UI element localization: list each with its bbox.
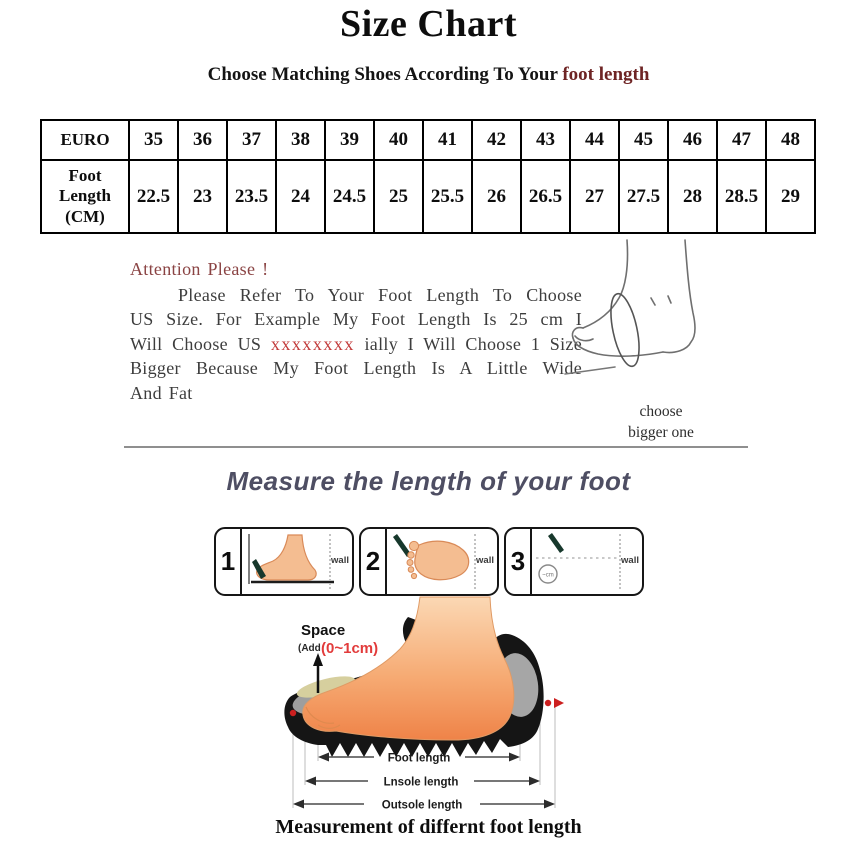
size-cell: 39 — [325, 120, 374, 160]
foot-sketch-toe-line — [575, 336, 593, 341]
step-number: 2 — [361, 529, 387, 594]
subtitle-highlight: foot length — [562, 64, 650, 85]
step-number: 3 — [506, 529, 532, 594]
ankle-dash — [668, 296, 671, 303]
foot-sole-illustration — [415, 541, 469, 580]
size-cell: 40 — [374, 120, 423, 160]
table-row-euro — [41, 120, 815, 160]
toe — [407, 560, 413, 566]
cm-circle-text: ~cm — [542, 572, 554, 579]
outsole-length-label: Outsole length — [381, 799, 463, 812]
length-cell: 22.5 — [129, 160, 178, 233]
measure-step-3 — [504, 527, 644, 596]
attention-line: And Fat — [130, 382, 193, 403]
size-cell: 36 — [178, 120, 227, 160]
foot-sketch-toe — [572, 328, 583, 338]
table-row-foot-length — [41, 160, 815, 233]
space-label-value: (0~1cm) — [321, 640, 379, 657]
sketch-caption-line2: bigger one — [628, 424, 694, 441]
pencil-icon — [548, 533, 564, 553]
heel-marker-arrow — [554, 698, 564, 708]
length-cell: 29 — [766, 160, 815, 233]
size-cell: 45 — [619, 120, 668, 160]
page-title: Size Chart — [339, 3, 518, 45]
attention-line: US Size. For Example My Foot Length Is 25 cm I — [130, 309, 582, 329]
attention-paragraph — [130, 257, 582, 405]
foot-sketch-instep — [583, 240, 628, 328]
subtitle — [0, 64, 857, 86]
subtitle-prefix: Choose Matching Shoes According To Your — [207, 64, 563, 85]
attention-line3-pre: Will Choose US — [130, 333, 271, 354]
length-cell: 26.5 — [521, 160, 570, 233]
foot-sketch-illustration — [563, 238, 753, 403]
length-cell: 23 — [178, 160, 227, 233]
sketch-caption-line1: choose — [639, 403, 683, 420]
leader-line — [565, 367, 615, 374]
wall-label: wall — [476, 555, 494, 566]
attention-line — [130, 332, 582, 357]
attention-line: Please Refer To Your Foot Length To Choose — [178, 284, 582, 305]
foot-side-illustration — [257, 535, 317, 580]
insole-length-label: Lnsole length — [383, 776, 459, 789]
length-cell: 26 — [472, 160, 521, 233]
toe — [409, 541, 418, 550]
footer-caption: Measurement of differnt foot length — [275, 816, 582, 838]
euro-label-cell: EURO — [41, 120, 129, 160]
length-cell: 27.5 — [619, 160, 668, 233]
wall-label: wall — [331, 555, 349, 566]
foot-length-label-cell: Foot Length (CM) — [41, 160, 129, 233]
space-label-add: (Add — [298, 643, 321, 654]
size-cell: 41 — [423, 120, 472, 160]
size-cell: 48 — [766, 120, 815, 160]
size-cell: 47 — [717, 120, 766, 160]
length-cell: 23.5 — [227, 160, 276, 233]
toe — [411, 573, 416, 578]
section-divider — [124, 446, 748, 448]
size-cell: 38 — [276, 120, 325, 160]
measure-section-heading: Measure the length of your foot — [226, 466, 631, 496]
attention-line: Bigger Because My Foot Length Is A Little Wide — [130, 358, 582, 378]
size-cell: 43 — [521, 120, 570, 160]
space-label: Space — [301, 622, 346, 639]
foot-length-label: Foot length — [387, 752, 451, 765]
heel-marker — [545, 700, 551, 706]
toe-marker — [290, 710, 296, 716]
wall-label: wall — [621, 555, 639, 566]
length-cell: 25 — [374, 160, 423, 233]
measure-step-1 — [214, 527, 354, 596]
attention-redacted-text: xxxxxxxx — [270, 333, 355, 354]
length-cell: 25.5 — [423, 160, 472, 233]
size-cell: 46 — [668, 120, 717, 160]
sketch-caption — [596, 401, 726, 443]
toe — [408, 552, 414, 558]
length-cell: 28.5 — [717, 160, 766, 233]
length-cell: 28 — [668, 160, 717, 233]
length-cell: 24.5 — [325, 160, 374, 233]
size-table — [40, 119, 816, 234]
length-cell: 27 — [570, 160, 619, 233]
size-cell: 37 — [227, 120, 276, 160]
ankle-dash — [651, 298, 655, 305]
length-cell: 24 — [276, 160, 325, 233]
measure-step-2 — [359, 527, 499, 596]
step-number: 1 — [216, 529, 242, 594]
size-cell: 42 — [472, 120, 521, 160]
attention-heading: Attention Please ! — [130, 259, 269, 279]
measure-steps-row — [214, 527, 644, 596]
size-cell: 35 — [129, 120, 178, 160]
attention-line3-post: ially I Will Choose 1 Size — [354, 333, 582, 354]
toe — [408, 567, 414, 573]
shoe-measurement-diagram — [268, 595, 602, 813]
size-cell: 44 — [570, 120, 619, 160]
